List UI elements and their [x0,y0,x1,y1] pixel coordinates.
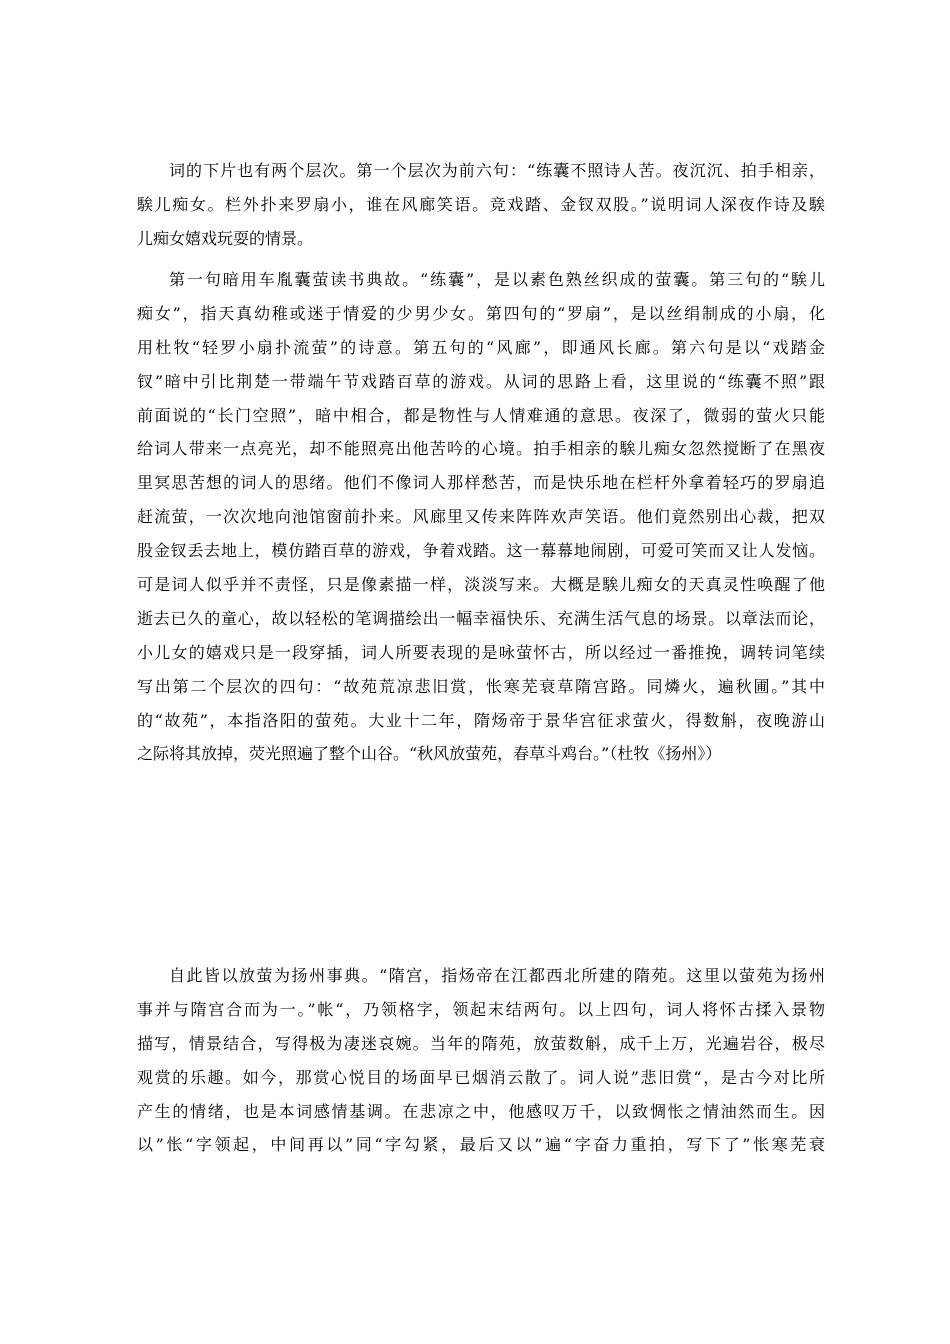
paragraph-2 [137,263,825,771]
text-line: 股金钗丢去地上，模仿踏百草的游戏，争着戏踏。这一幕幕地闹剧，可爱可笑而又让人发恼。 [137,541,825,561]
text-line: 描写，情景结合，写得极为凄迷哀婉。当年的隋苑，放萤数斛，成千上万，光遍岩谷，极尽 [137,1033,825,1053]
text-line: 逝去已久的童心，故以轻松的笔调描绘出一幅幸福快乐、充满生活气息的场景。以章法而论， [137,608,825,628]
text-line: 自此皆以放萤为扬州事典。“隋宫，指炀帝在江都西北所建的隋苑。这里以萤苑为扬州 [169,966,825,985]
text-line: 可是词人似乎并不责怪，只是像素描一样，淡淡写来。大概是騃儿痴女的天真灵性唤醒了他 [137,575,825,595]
text-line: 写出第二个层次的四句：“故苑荒凉悲旧赏，怅寒芜衰草隋宫路。同燐火，遍秋圃。”其中 [137,676,825,696]
text-line: 騃儿痴女。栏外扑来罗扇小，谁在风廊笑语。竞戏踏、金钗双股。”说明词人深夜作诗及騃 [137,194,825,214]
paragraph-3 [137,959,825,1162]
text-line: 以”怅“字领起，中间再以”同“字勾紧，最后又以”遍“字奋力重拍，写下了”怅寒芜衰 [137,1135,825,1155]
text-line: 观赏的乐趣。如今，那赏心悦目的场面早已烟消云散了。词人说”悲旧赏“，是古今对比所 [137,1067,825,1087]
text-line: 小儿女的嬉戏只是一段穿插，词人所要表现的是咏萤怀古，所以经过一番推挽，调转词笔续 [137,642,825,662]
text-line: 事并与隋宫合而为一。”帐“，乃领格字，领起末结两句。以上四句，词人将怀古揉入景物 [137,999,825,1019]
paragraph-1 [137,154,825,256]
text-line: 给词人带来一点亮光，却不能照亮出他苦吟的心境。拍手相亲的騃儿痴女忽然搅断了在黑夜 [137,439,825,459]
text-line: 之际将其放掉，荧光照遍了整个山谷。“秋风放萤苑，春草斗鸡台。”（杜牧《扬州》） [137,744,722,764]
text-line: 词的下片也有两个层次。第一个层次为前六句：“练囊不照诗人苦。夜沉沉、拍手相亲， [169,161,825,180]
text-line: 用杜牧“轻罗小扇扑流萤”的诗意。第五句的“风廊”，即通风长廊。第六句是以“戏踏金 [137,337,825,357]
text-line: 里冥思苦想的词人的思绪。他们不像词人那样愁苦，而是快乐地在栏杆外拿着轻巧的罗扇追 [137,473,825,493]
text-line: 钗”暗中引比荆楚一带端午节戏踏百草的游戏。从词的思路上看，这里说的“练囊不照”跟 [137,371,825,391]
text-line: 赶流萤，一次次地向池馆窗前扑来。风廊里又传来阵阵欢声笑语。他们竟然别出心裁，把双 [137,507,825,527]
text-line: 痴女”，指天真幼稚或迷于情爱的少男少女。第四句的“罗扇”，是以丝绢制成的小扇，化 [137,303,825,323]
text-line: 的“故苑”，本指洛阳的萤苑。大业十二年，隋炀帝于景华宫征求萤火，得数斛，夜晚游山 [137,710,825,730]
text-line: 第一句暗用车胤囊萤读书典故。“练囊”，是以素色熟丝织成的萤囊。第三句的“騃儿 [169,270,825,289]
text-line: 儿痴女嬉戏玩耍的情景。 [137,228,314,248]
text-line: 产生的情绪，也是本词感情基调。在悲凉之中，他感叹万千，以致惆怅之情油然而生。因 [137,1101,825,1121]
text-line: 前面说的“长门空照”，暗中相合，都是物性与人情难通的意思。夜深了，微弱的萤火只能 [137,405,825,425]
